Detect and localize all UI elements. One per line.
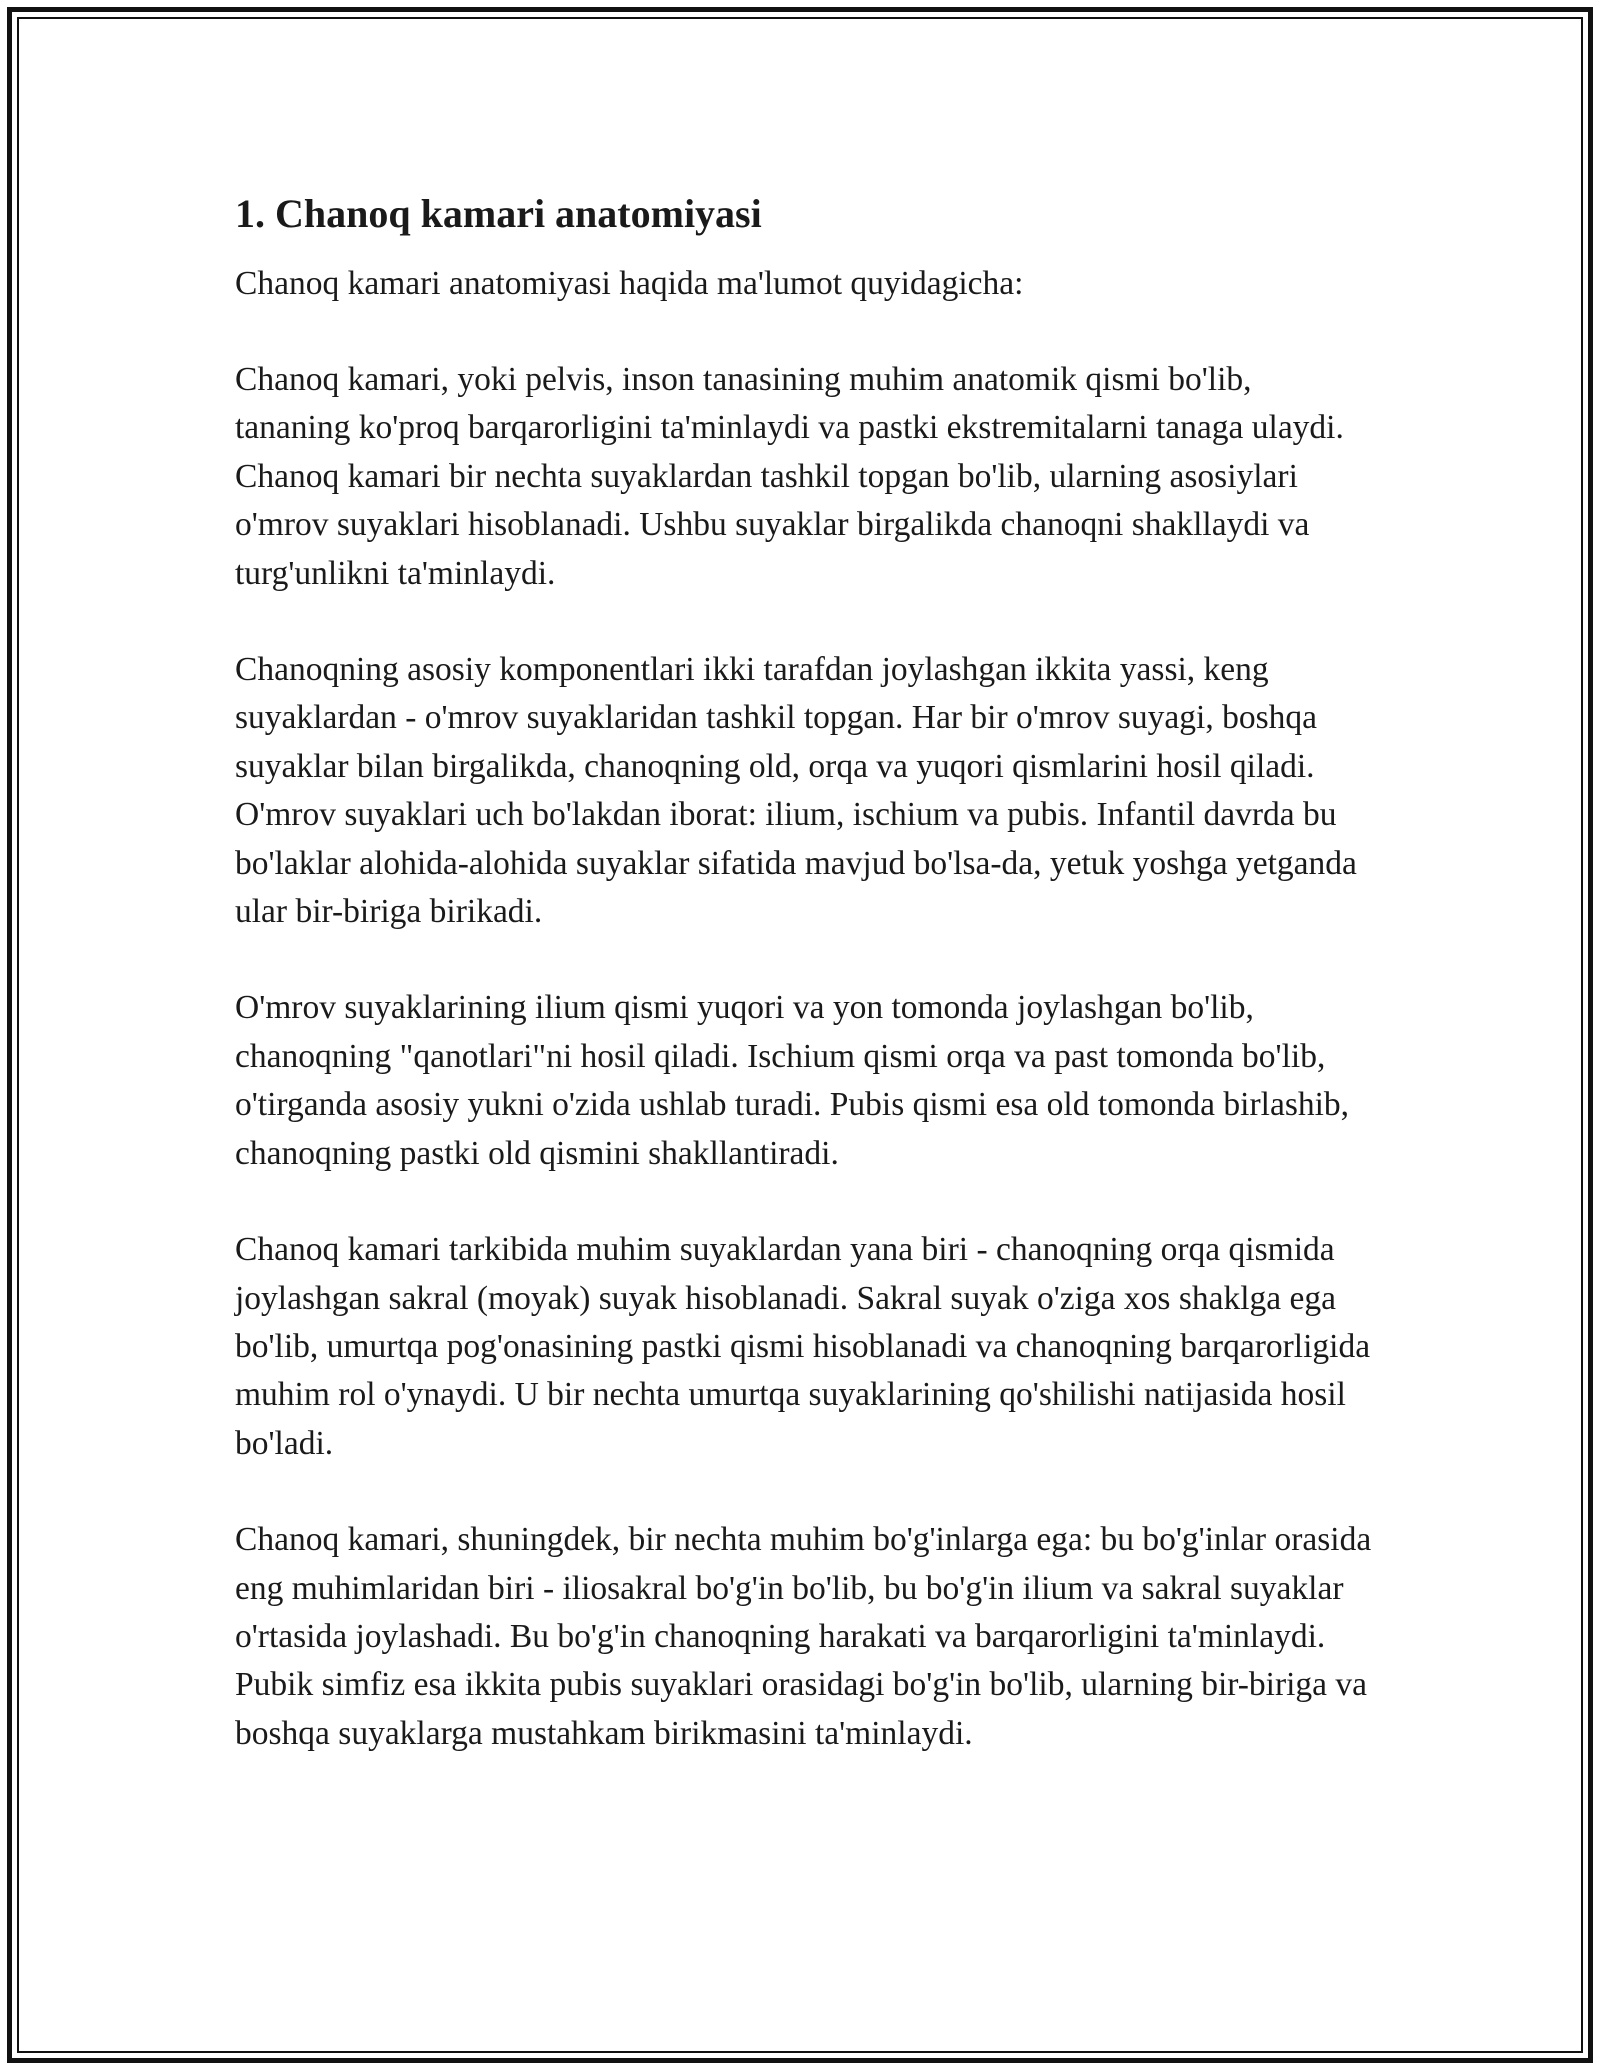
section-heading: 1. Chanoq kamari anatomiyasi [235,191,762,236]
paragraph-pelvis-overview: Chanoq kamari, yoki pelvis, inson tanasining muhim anatomik qismi bo'lib, tananing ko'proq barqarorligini ta'minlaydi va pastki ekstremitalarni tanaga ulaydi. Chanoq kamari bir nechta suyaklardan tashkil topgan bo'lib, ularning asosiylari o'mrov suyaklari hisoblanadi. Ushbu suyaklar birgalikda chanoqni shakllaydi va turg'unlikni ta'minlaydi. [235,361,1344,592]
paragraph-main-components: Chanoqning asosiy komponentlari ikki tarafdan joylashgan ikkita yassi, keng suyaklardan - o'mrov suyaklaridan tashkil topgan. Har bir o'mrov suyagi, boshqa suyaklar bilan birgalikda, chanoqning old, orqa va yuqori qismlarini hosil qiladi. O'mrov suyaklari uch bo'lakdan iborat: ilium, ischium va pubis. Infantil davrda bu bo'laklar alohida-alohida suyaklar sifatida mavjud bo'lsa-da, yetuk yoshga yetganda ular bir-biriga birikadi. [235,651,1357,931]
paragraph-bone-parts: O'mrov suyaklarining ilium qismi yuqori va yon tomonda joylashgan bo'lib, chanoqning "qanotlari"ni hosil qiladi. Ischium qismi orqa va past tomonda bo'lib, o'tirganda asosiy yukni o'zida ushlab turadi. Pubis qismi esa old tomonda birlashib, chanoqning pastki old qismini shakllantiradi. [235,989,1350,1172]
intro-paragraph: Chanoq kamari anatomiyasi haqida ma'lumot quyidagicha: [235,265,1024,302]
paragraph-joints: Chanoq kamari, shuningdek, bir nechta muhim bo'g'inlarga ega: bu bo'g'inlar orasida eng muhimlaridan biri - iliosakral bo'g'in bo'lib, bu bo'g'in ilium va sakral suyaklar o'rtasida joylashadi. Bu bo'g'in chanoqning harakati va barqarorligini ta'minlaydi. Pubik simfiz esa ikkita pubis suyaklari orasidagi bo'g'in bo'lib, ularning bir-biriga va boshqa suyaklarga mustahkam birikmasini ta'minlaydi. [235,1521,1372,1752]
paragraph-sacral-bone: Chanoq kamari tarkibida muhim suyaklardan yana biri - chanoqning orqa qismida joylashgan sakral (moyak) suyak hisoblanadi. Sakral suyak o'ziga xos shaklga ega bo'lib, umurtqa pog'onasining pastki qismi hisoblanadi va chanoqning barqarorligida muhim rol o'ynaydi. U bir nechta umurtqa suyaklarining qo'shilishi natijasida hosil bo'ladi. [235,1231,1371,1462]
document-content [235,186,1375,1758]
